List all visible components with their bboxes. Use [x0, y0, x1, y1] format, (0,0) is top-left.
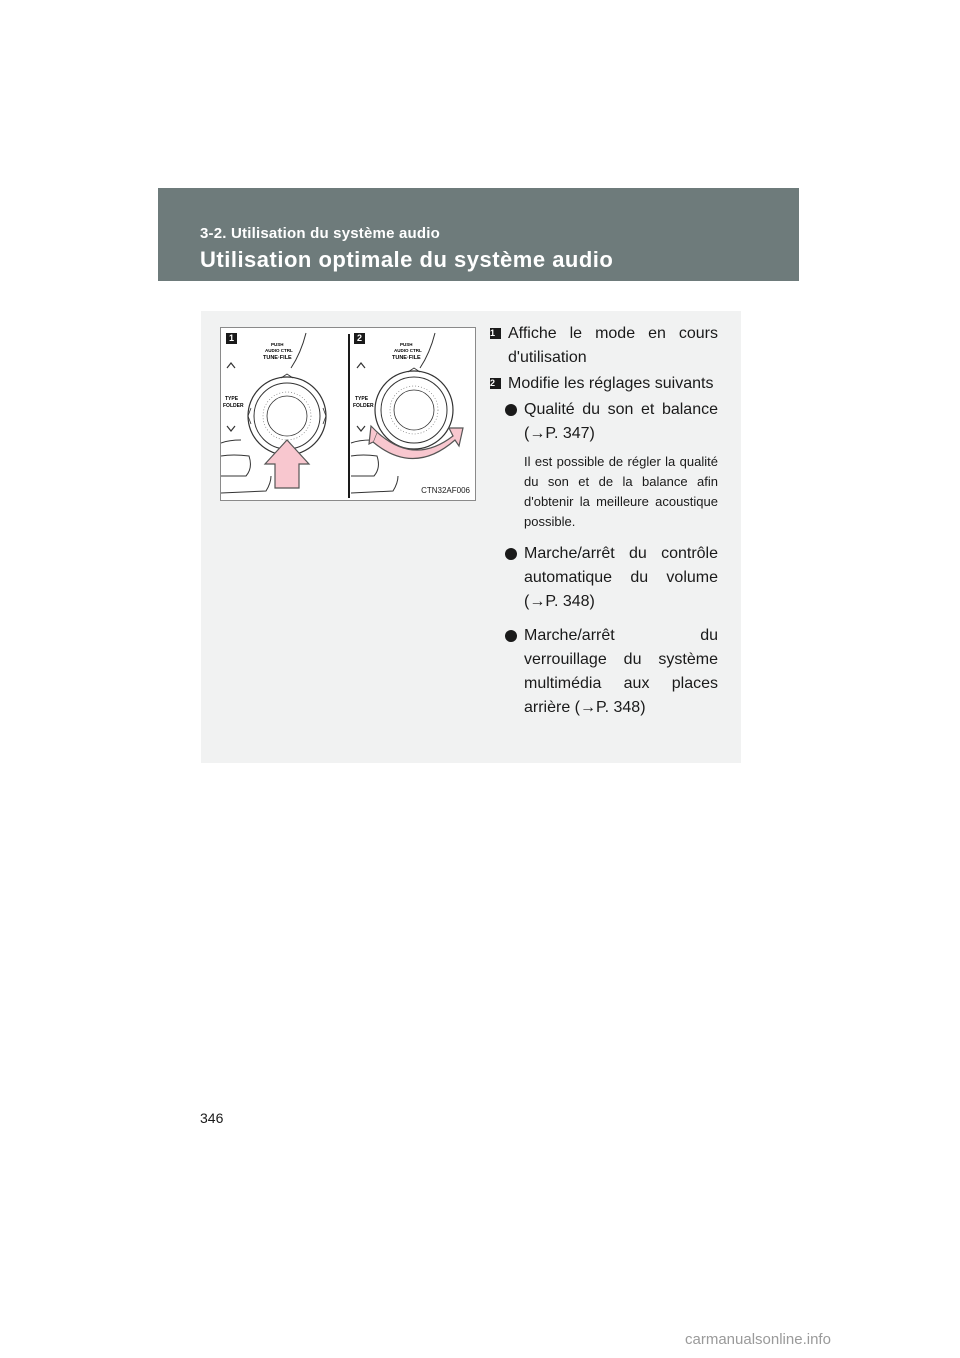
type-label-2: TYPE	[355, 396, 369, 402]
bullet-text: Marche/arrêt du verrouillage du système multimédia aux places arrière (→P. 348)	[524, 627, 718, 716]
rotate-arrow-icon	[369, 426, 463, 459]
bullet-icon	[505, 548, 517, 560]
list-item	[490, 372, 718, 396]
bullet-item	[490, 398, 718, 446]
instructions	[490, 322, 718, 720]
page-title: Utilisation optimale du système audio	[200, 247, 614, 272]
item-text: Modifie les réglages suivants	[508, 375, 714, 392]
item-text: Affiche le mode en cours d'utilisation	[508, 325, 718, 366]
figure-badge-2: 2	[354, 333, 365, 344]
chapter-header	[158, 188, 799, 281]
note-text: Il est possible de régler la qualité du son et de la balance afin d'obtenir la meilleure acoustique possible.	[524, 454, 718, 529]
audio-knob-illustration	[220, 327, 476, 501]
list-item	[490, 322, 718, 370]
push-label-2: PUSH	[400, 342, 413, 347]
folder-label: FOLDER	[223, 403, 244, 409]
audio-ctrl-label-2: AUDIO CTRL	[394, 348, 422, 353]
tune-file-label-2: TUNE·FILE	[392, 355, 421, 361]
type-label: TYPE	[225, 396, 239, 402]
bullet-text: Marche/arrêt du contrôle automatique du volume (→P. 348)	[524, 545, 718, 610]
section-label: 3-2. Utilisation du système audio	[200, 225, 440, 242]
bullet-item	[490, 624, 718, 720]
figure-code: CTN32AF006	[421, 486, 470, 495]
bullet-text: Qualité du son et balance (→P. 347)	[524, 401, 718, 442]
item-badge: 1	[490, 328, 501, 339]
audio-ctrl-label: AUDIO CTRL	[265, 348, 293, 353]
folder-label-2: FOLDER	[353, 403, 374, 409]
bullet-icon	[505, 630, 517, 642]
watermark: carmanualsonline.info	[685, 1331, 831, 1348]
push-label: PUSH	[271, 342, 284, 347]
knob-diagram	[221, 328, 475, 500]
page-number: 346	[200, 1110, 224, 1126]
bullet-icon	[505, 404, 517, 416]
figure-badge-1: 1	[226, 333, 237, 344]
bullet-item	[490, 542, 718, 614]
tune-file-label: TUNE·FILE	[263, 355, 292, 361]
push-arrow-icon	[265, 440, 309, 488]
item-badge: 2	[490, 378, 501, 389]
